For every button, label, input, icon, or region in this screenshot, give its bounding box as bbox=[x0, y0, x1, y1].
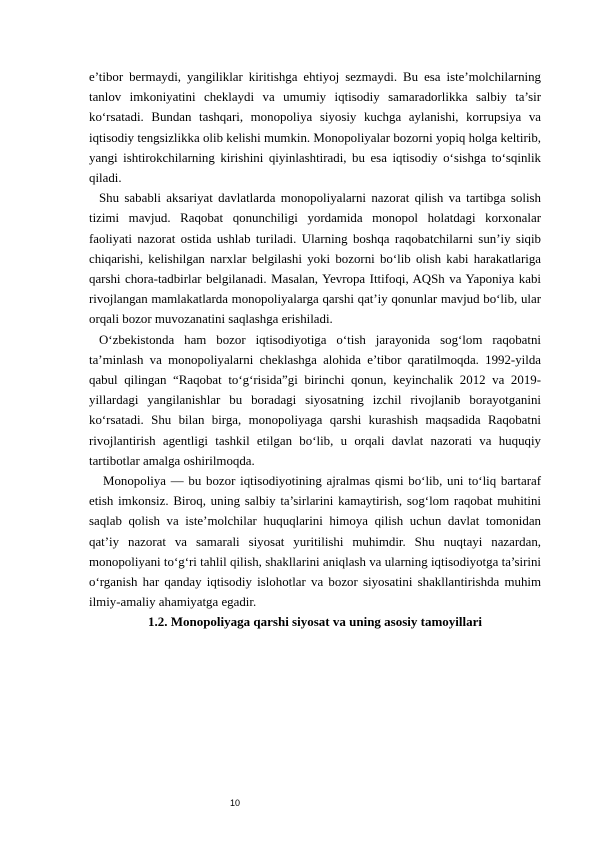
paragraph-2: Shu sababli aksariyat davlatlarda monopoliyalarni nazorat qilish va tartibga solish tizimi mavjud. Raqobat qonunchiligi yordamida monopol holatdagi korxonalar faoliyati nazorat ostida ushlab turiladi. Ularning boshqa raqobatchilarni sun’iy siqib chiqarishi, kelishilgan narxlar belgilashi yoki bozorni bo‘lib olish kabi harakatlariga qarshi chora-tadbirlar belgilanadi. Masalan, Yevropa Ittifoqi, AQSh va Yaponiya kabi rivojlangan mamlakatlarda monopoliyalarga qarshi qat’iy qonunlar mavjud bo‘lib, ular orqali bozor muvozanatini saqlashga erishiladi. bbox=[89, 191, 541, 327]
page-number: 10 bbox=[230, 798, 241, 808]
section-heading: 1.2. Monopoliyaga qarshi siyosat va uning asosiy tamoyillari bbox=[147, 614, 483, 630]
document-body bbox=[89, 67, 541, 633]
paragraph-3: O‘zbekistonda ham bozor iqtisodiyotiga o‘tish jarayonida sog‘lom raqobatni ta’minlash va monopoliyalarni cheklashga alohida e’tibor qaratilmoqda. 1992-yilda qabul qilingan “Raqobat to‘g‘risida”gi birinchi qonun, keyinchalik 2012 va 2019-yillardagi yangilanishlar bu boradagi siyosatning izchil rivojlanib borayotganini ko‘rsatadi. Shu bilan birga, monopoliyaga qarshi kurashish maqsadida Raqobatni rivojlantirish agentligi tashkil etilgan bo‘lib, u orqali davlat nazorati va huquqiy tartibotlar amalga oshirilmoqda. bbox=[89, 332, 541, 468]
paragraph-1: e’tibor bermaydi, yangiliklar kiritishga ehtiyoj sezmaydi. Bu esa iste’molchilarning tanlov imkoniyatini cheklaydi va umumiy iqtisodiy samaradorlikka salbiy ta’sir ko‘rsatadi. Bundan tashqari, monopoliya siyosiy kuchga aylanishi, korrupsiya va iqtisodiy tengsizlikka olib kelishi mumkin. Monopoliyalar bozorni yopiq holga keltirib, yangi ishtirokchilarning kirishini qiyinlashtiradi, bu esa iqtisodiy o‘sishga to‘sqinlik qiladi. bbox=[89, 70, 541, 186]
paragraph-4: Monopoliya — bu bozor iqtisodiyotining ajralmas qismi bo‘lib, uni to‘liq bartaraf etish imkonsiz. Biroq, uning salbiy ta’sirlarini kamaytirish, sog‘lom raqobat muhitini saqlab qolish va iste’molchilar huquqlarini himoya qilish uchun davlat tomonidan qat’iy nazorat va samarali siyosat yuritilishi muhimdir. Shu nuqtayi nazardan, monopoliyani to‘g‘ri tahlil qilish, shakllarini aniqlash va ularning iqtisodiyotga ta’sirini o‘rganish har qanday iqtisodiy islohotlar va bozor siyosatini shakllantirishda muhim ilmiy-amaliy ahamiyatga egadir. bbox=[89, 474, 541, 610]
